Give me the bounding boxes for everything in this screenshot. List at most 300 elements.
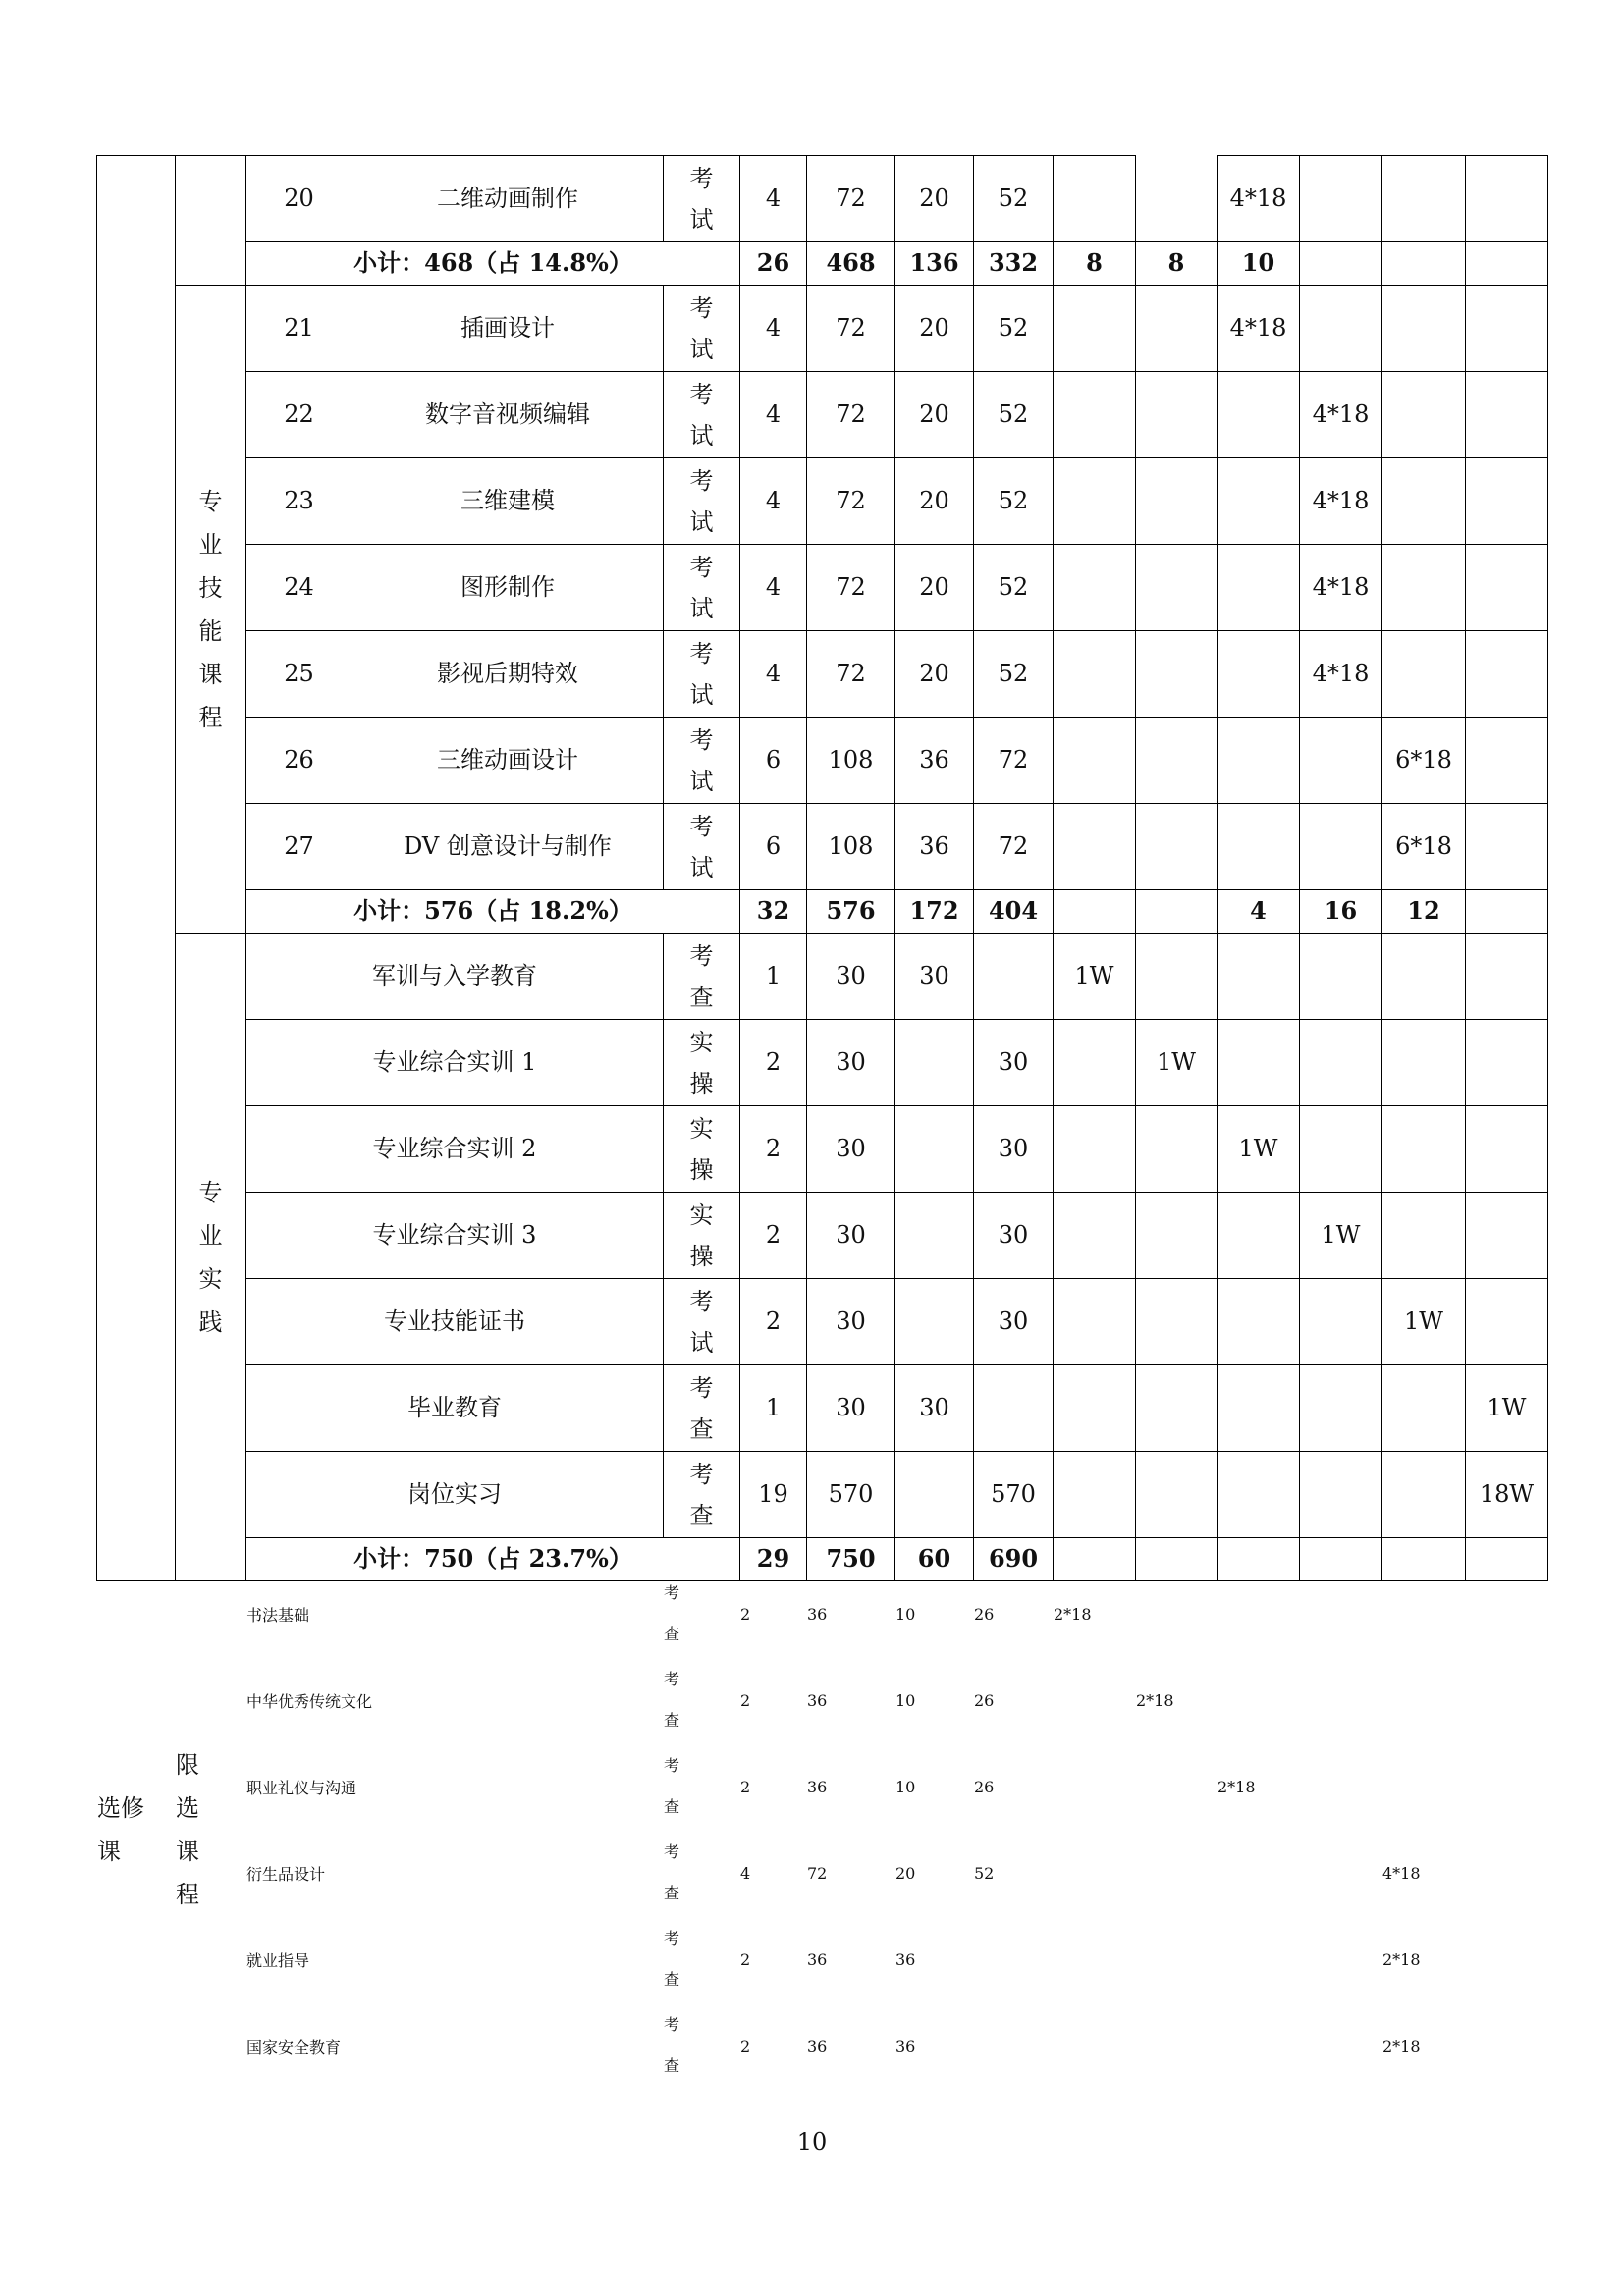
- semester-1: [1053, 1743, 1135, 1830]
- total-hours: 468: [807, 242, 895, 286]
- semester-2: [1136, 372, 1218, 458]
- subtotal-row: [97, 242, 1548, 286]
- theory-hours: 10: [895, 1777, 916, 1796]
- course-name: 书法基础: [246, 1605, 310, 1625]
- theory-hours: 136: [895, 242, 974, 286]
- elective-row: [96, 1743, 1547, 1830]
- semester-4: 1W: [1300, 1193, 1382, 1279]
- semester-5: [1381, 1657, 1465, 1743]
- semester-4: 4*18: [1300, 458, 1382, 545]
- theory-hours: 36: [895, 2036, 916, 2056]
- group-cell-skills: 专业技能课程: [176, 286, 246, 934]
- semester-6: [1466, 934, 1548, 1020]
- course-name: 职业礼仪与沟通: [246, 1778, 357, 1797]
- semester-3: [1218, 1365, 1300, 1452]
- elective-table: [96, 1571, 1547, 2089]
- semester-4: 4*18: [1300, 631, 1382, 718]
- theory-hours: 36: [895, 718, 974, 804]
- practice-hours: 26: [974, 1777, 995, 1796]
- practice-hours: 690: [974, 1538, 1054, 1581]
- practice-row: [97, 1020, 1548, 1106]
- semester-2: [1136, 1193, 1218, 1279]
- semester-3: [1218, 631, 1300, 718]
- total-hours: 30: [807, 1193, 895, 1279]
- assessment-type: 考查: [664, 934, 740, 1020]
- semester-5: [1382, 1365, 1466, 1452]
- assessment-type: 考查: [664, 1842, 680, 1902]
- practice-hours: [973, 1916, 1053, 2002]
- semester-1: [1054, 1106, 1136, 1193]
- assessment-type: 考查: [664, 1670, 680, 1730]
- course-number: 22: [246, 372, 352, 458]
- practice-hours: 52: [974, 1863, 995, 1883]
- total-hours: 30: [807, 1365, 895, 1452]
- total-hours: 72: [807, 156, 895, 242]
- assessment-type: 实操: [664, 1106, 740, 1193]
- semester-6: [1466, 631, 1548, 718]
- course-row-26: [97, 718, 1548, 804]
- total-hours: 36: [807, 2036, 828, 2056]
- semester-4: [1300, 1365, 1382, 1452]
- semester-4: [1299, 1830, 1381, 1916]
- theory-hours: 20: [895, 156, 974, 242]
- total-hours: 36: [807, 1690, 828, 1710]
- semester-5: [1382, 286, 1466, 372]
- semester-3: [1218, 1452, 1300, 1538]
- practice-hours: 26: [974, 1604, 995, 1624]
- semester-1: [1053, 2002, 1135, 2089]
- credits: 2: [740, 1604, 751, 1624]
- semester-1: [1054, 286, 1136, 372]
- practice-hours: 52: [974, 545, 1054, 631]
- semester-3: 4: [1218, 890, 1300, 934]
- semester-3: [1217, 2002, 1299, 2089]
- credits: 6: [740, 804, 807, 890]
- elective-row: [96, 1657, 1547, 1743]
- semester-1: 1W: [1054, 934, 1136, 1020]
- theory-hours: 36: [895, 804, 974, 890]
- semester-4: [1299, 1571, 1381, 1657]
- semester-4: [1299, 2002, 1381, 2089]
- semester-2: [1136, 545, 1218, 631]
- credits: 6: [740, 718, 807, 804]
- assessment-type: 考试: [664, 804, 740, 890]
- practice-hours: 30: [974, 1106, 1054, 1193]
- assessment-type: 考试: [664, 286, 740, 372]
- theory-hours: 20: [895, 286, 974, 372]
- theory-hours: 36: [895, 1949, 916, 1969]
- semester-4: [1300, 1279, 1382, 1365]
- semester-3: [1217, 1571, 1299, 1657]
- practice-hours: 30: [974, 1020, 1054, 1106]
- practice-hours: 404: [974, 890, 1054, 934]
- course-number: 20: [246, 156, 352, 242]
- semester-1: 8: [1054, 242, 1136, 286]
- course-name: 毕业教育: [246, 1365, 664, 1452]
- course-name: 数字音视频编辑: [352, 372, 664, 458]
- semester-4: 16: [1300, 890, 1382, 934]
- semester-1: [1054, 1452, 1136, 1538]
- course-name: 国家安全教育: [246, 2037, 342, 2056]
- credits: 26: [740, 242, 807, 286]
- semester-1: [1054, 458, 1136, 545]
- credits: 2: [740, 1106, 807, 1193]
- course-name: 就业指导: [246, 1950, 310, 1970]
- semester-1: [1054, 1365, 1136, 1452]
- course-name: 影视后期特效: [352, 631, 664, 718]
- semester-1: [1053, 1830, 1135, 1916]
- semester-5: [1382, 1452, 1466, 1538]
- semester-5: 6*18: [1382, 718, 1466, 804]
- semester-1: 2*18: [1054, 1604, 1092, 1624]
- assessment-type: 考查: [664, 2015, 680, 2075]
- semester-3: 4*18: [1218, 156, 1300, 242]
- semester-2: [1136, 631, 1218, 718]
- semester-5: 12: [1382, 890, 1466, 934]
- course-name: 三维建模: [352, 458, 664, 545]
- semester-5: [1382, 458, 1466, 545]
- course-row-23: [97, 458, 1548, 545]
- theory-hours: 60: [895, 1538, 974, 1581]
- semester-5: [1381, 1571, 1465, 1657]
- semester-2: [1135, 1916, 1217, 2002]
- semester-5: [1381, 1743, 1465, 1830]
- total-hours: 36: [807, 1777, 828, 1796]
- semester-2: 8: [1136, 242, 1218, 286]
- semester-5: 2*18: [1382, 2036, 1421, 2056]
- semester-5: [1382, 242, 1466, 286]
- semester-2: [1136, 458, 1218, 545]
- semester-1: [1054, 890, 1136, 934]
- semester-6: [1466, 1106, 1548, 1193]
- semester-3: 2*18: [1218, 1777, 1256, 1796]
- credits: 4: [740, 631, 807, 718]
- course-row-24: [97, 545, 1548, 631]
- semester-6: [1466, 458, 1548, 545]
- course-row-20: [97, 156, 1548, 242]
- practice-hours: 52: [974, 372, 1054, 458]
- theory-hours: [895, 1452, 974, 1538]
- course-number: 23: [246, 458, 352, 545]
- course-number: 25: [246, 631, 352, 718]
- semester-1: [1054, 1279, 1136, 1365]
- practice-hours: 26: [974, 1690, 995, 1710]
- semester-6: [1466, 1279, 1548, 1365]
- credits: 2: [740, 1777, 751, 1796]
- practice-hours: 72: [974, 718, 1054, 804]
- semester-5: [1382, 545, 1466, 631]
- semester-3: 4*18: [1218, 286, 1300, 372]
- semester-3: [1218, 804, 1300, 890]
- semester-4: [1300, 804, 1382, 890]
- credits: 2: [740, 1020, 807, 1106]
- course-row-22: [97, 372, 1548, 458]
- assessment-type: 考试: [664, 372, 740, 458]
- semester-4: [1299, 1657, 1381, 1743]
- credits: 4: [740, 286, 807, 372]
- semester-6: [1465, 1571, 1547, 1657]
- subtotal-label: 小计：468（占 14.8%）: [246, 242, 740, 286]
- course-name: 专业综合实训 1: [246, 1020, 664, 1106]
- semester-3: [1218, 372, 1300, 458]
- semester-5: [1382, 934, 1466, 1020]
- practice-row: [97, 934, 1548, 1020]
- semester-2: [1135, 1571, 1217, 1657]
- theory-hours: 20: [895, 545, 974, 631]
- semester-2: [1136, 804, 1218, 890]
- credits: 4: [740, 1863, 751, 1883]
- course-name: 专业技能证书: [246, 1279, 664, 1365]
- theory-hours: 20: [895, 631, 974, 718]
- semester-6: [1466, 1020, 1548, 1106]
- course-number: 26: [246, 718, 352, 804]
- credits: 2: [740, 1193, 807, 1279]
- practice-hours: 72: [974, 804, 1054, 890]
- semester-5: [1382, 1106, 1466, 1193]
- assessment-type: 考查: [664, 1365, 740, 1452]
- credits: 2: [740, 2036, 751, 2056]
- course-number: 27: [246, 804, 352, 890]
- semester-6: [1466, 890, 1548, 934]
- total-hours: 30: [807, 1020, 895, 1106]
- course-name: DV 创意设计与制作: [352, 804, 664, 890]
- semester-4: 4*18: [1300, 372, 1382, 458]
- semester-4: [1299, 1743, 1381, 1830]
- semester-1: [1054, 545, 1136, 631]
- course-row-25: [97, 631, 1548, 718]
- assessment-type: 考查: [664, 1929, 680, 1989]
- theory-hours: [895, 1020, 974, 1106]
- semester-2: [1135, 1743, 1217, 1830]
- total-hours: 72: [807, 286, 895, 372]
- semester-5: 4*18: [1382, 1863, 1421, 1883]
- theory-hours: 10: [895, 1604, 916, 1624]
- semester-1: [1054, 631, 1136, 718]
- elective-row: [96, 1830, 1547, 1916]
- total-hours: 30: [807, 1106, 895, 1193]
- course-name: 二维动画制作: [352, 156, 664, 242]
- assessment-type: 考试: [664, 718, 740, 804]
- course-name: 中华优秀传统文化: [246, 1691, 373, 1711]
- semester-6: [1465, 2002, 1547, 2089]
- semester-6: [1466, 718, 1548, 804]
- credits: 2: [740, 1279, 807, 1365]
- semester-6: [1466, 156, 1548, 242]
- total-hours: 108: [807, 804, 895, 890]
- practice-hours: 30: [974, 1279, 1054, 1365]
- practice-hours: [974, 1365, 1054, 1452]
- semester-4: [1300, 1106, 1382, 1193]
- theory-hours: 30: [895, 1365, 974, 1452]
- total-hours: 30: [807, 1279, 895, 1365]
- total-hours: 72: [807, 458, 895, 545]
- assessment-type: 考试: [664, 631, 740, 718]
- semester-1: [1053, 1916, 1135, 2002]
- semester-4: [1300, 156, 1382, 242]
- semester-4: [1300, 1452, 1382, 1538]
- semester-2: [1136, 934, 1218, 1020]
- course-name: 三维动画设计: [352, 718, 664, 804]
- assessment-type: 考试: [664, 1279, 740, 1365]
- semester-1: [1054, 804, 1136, 890]
- semester-1: [1054, 156, 1136, 242]
- semester-6: [1465, 1743, 1547, 1830]
- semester-2: 1W: [1136, 1020, 1218, 1106]
- assessment-type: 考试: [664, 458, 740, 545]
- course-number: 21: [246, 286, 352, 372]
- semester-3: [1218, 458, 1300, 545]
- page-number: 10: [796, 2128, 828, 2156]
- total-hours: 570: [807, 1452, 895, 1538]
- total-hours: 576: [807, 890, 895, 934]
- credits: 1: [740, 1365, 807, 1452]
- semester-6: [1466, 1193, 1548, 1279]
- practice-hours: 52: [974, 156, 1054, 242]
- course-row-21: [97, 286, 1548, 372]
- category-cell-upper: [97, 156, 176, 1581]
- assessment-type: 考试: [664, 545, 740, 631]
- semester-4: [1300, 934, 1382, 1020]
- credits: 19: [740, 1452, 807, 1538]
- elective-row: [96, 1571, 1547, 1657]
- group-cell-practice: 专业实践: [176, 934, 246, 1581]
- semester-6: [1466, 804, 1548, 890]
- semester-2: [1135, 2002, 1217, 2089]
- total-hours: 72: [807, 372, 895, 458]
- theory-hours: [895, 1279, 974, 1365]
- theory-hours: 10: [895, 1690, 916, 1710]
- semester-6: [1466, 286, 1548, 372]
- course-name: 图形制作: [352, 545, 664, 631]
- credits: 2: [740, 1690, 751, 1710]
- semester-5: 1W: [1382, 1279, 1466, 1365]
- semester-1: [1053, 1657, 1135, 1743]
- semester-3: [1218, 1279, 1300, 1365]
- semester-6: [1466, 372, 1548, 458]
- semester-3: 10: [1218, 242, 1300, 286]
- semester-3: [1217, 1916, 1299, 2002]
- semester-2: 2*18: [1136, 1690, 1174, 1710]
- semester-4: [1300, 286, 1382, 372]
- semester-5: [1382, 372, 1466, 458]
- semester-4: [1300, 1020, 1382, 1106]
- assessment-type: 实操: [664, 1193, 740, 1279]
- semester-3: [1218, 1020, 1300, 1106]
- semester-5: [1382, 156, 1466, 242]
- semester-6: [1465, 1830, 1547, 1916]
- subtotal-row: [97, 890, 1548, 934]
- practice-hours: [973, 2002, 1053, 2089]
- semester-5: [1382, 1193, 1466, 1279]
- total-hours: 72: [807, 631, 895, 718]
- course-number: 24: [246, 545, 352, 631]
- elective-row: [96, 1916, 1547, 2002]
- practice-row: [97, 1193, 1548, 1279]
- semester-6: 1W: [1466, 1365, 1548, 1452]
- practice-row: [97, 1365, 1548, 1452]
- practice-hours: 332: [974, 242, 1054, 286]
- group-cell-previous: [176, 156, 246, 286]
- semester-3: 1W: [1218, 1106, 1300, 1193]
- semester-2: [1136, 1106, 1218, 1193]
- subtotal-label: 小计：576（占 18.2%）: [246, 890, 740, 934]
- credits: 4: [740, 372, 807, 458]
- credits: 4: [740, 156, 807, 242]
- course-name: 插画设计: [352, 286, 664, 372]
- semester-3: [1218, 718, 1300, 804]
- total-hours: 72: [807, 545, 895, 631]
- semester-2: [1135, 1830, 1217, 1916]
- semester-3: [1218, 1193, 1300, 1279]
- practice-hours: 52: [974, 458, 1054, 545]
- course-row-27: [97, 804, 1548, 890]
- semester-4: [1300, 718, 1382, 804]
- credits: 4: [740, 545, 807, 631]
- practice-row: [97, 1452, 1548, 1538]
- total-hours: 30: [807, 934, 895, 1020]
- semester-2: [1136, 1365, 1218, 1452]
- category-cell-elective: 选修课: [97, 1794, 144, 1865]
- semester-2: [1136, 1279, 1218, 1365]
- semester-4: [1300, 242, 1382, 286]
- credits: 4: [740, 458, 807, 545]
- semester-3: [1218, 545, 1300, 631]
- course-name: 衍生品设计: [246, 1864, 326, 1884]
- semester-5: [1382, 1020, 1466, 1106]
- semester-2: [1136, 156, 1218, 242]
- semester-1: [1054, 718, 1136, 804]
- semester-2: [1136, 1452, 1218, 1538]
- total-hours: 72: [807, 1863, 828, 1883]
- subtotal-label: 小计：750（占 23.7%）: [246, 1538, 740, 1581]
- course-name: 岗位实习: [246, 1452, 664, 1538]
- practice-hours: 52: [974, 631, 1054, 718]
- total-hours: 36: [807, 1949, 828, 1969]
- semester-6: 18W: [1466, 1452, 1548, 1538]
- group-cell-restricted: 限选课程: [176, 1751, 199, 1908]
- practice-hours: 570: [974, 1452, 1054, 1538]
- credits: 1: [740, 934, 807, 1020]
- total-hours: 108: [807, 718, 895, 804]
- semester-2: [1136, 718, 1218, 804]
- semester-3: [1217, 1657, 1299, 1743]
- semester-4: [1299, 1916, 1381, 2002]
- semester-2: [1136, 286, 1218, 372]
- theory-hours: 30: [895, 934, 974, 1020]
- semester-5: 2*18: [1382, 1949, 1421, 1969]
- course-name: 军训与入学教育: [246, 934, 664, 1020]
- practice-hours: [974, 934, 1054, 1020]
- assessment-type: 考查: [664, 1756, 680, 1816]
- semester-1: [1054, 372, 1136, 458]
- practice-row: [97, 1106, 1548, 1193]
- semester-6: [1465, 1916, 1547, 2002]
- semester-1: [1054, 1193, 1136, 1279]
- theory-hours: 20: [895, 458, 974, 545]
- assessment-type: 考查: [664, 1583, 680, 1643]
- semester-3: [1218, 934, 1300, 1020]
- assessment-type: 考试: [664, 156, 740, 242]
- semester-6: [1465, 1657, 1547, 1743]
- semester-2: [1136, 890, 1218, 934]
- course-name: 专业综合实训 2: [246, 1106, 664, 1193]
- course-name: 专业综合实训 3: [246, 1193, 664, 1279]
- theory-hours: 20: [895, 1863, 916, 1883]
- theory-hours: [895, 1106, 974, 1193]
- credits: 2: [740, 1949, 751, 1969]
- theory-hours: 20: [895, 372, 974, 458]
- practice-row: [97, 1279, 1548, 1365]
